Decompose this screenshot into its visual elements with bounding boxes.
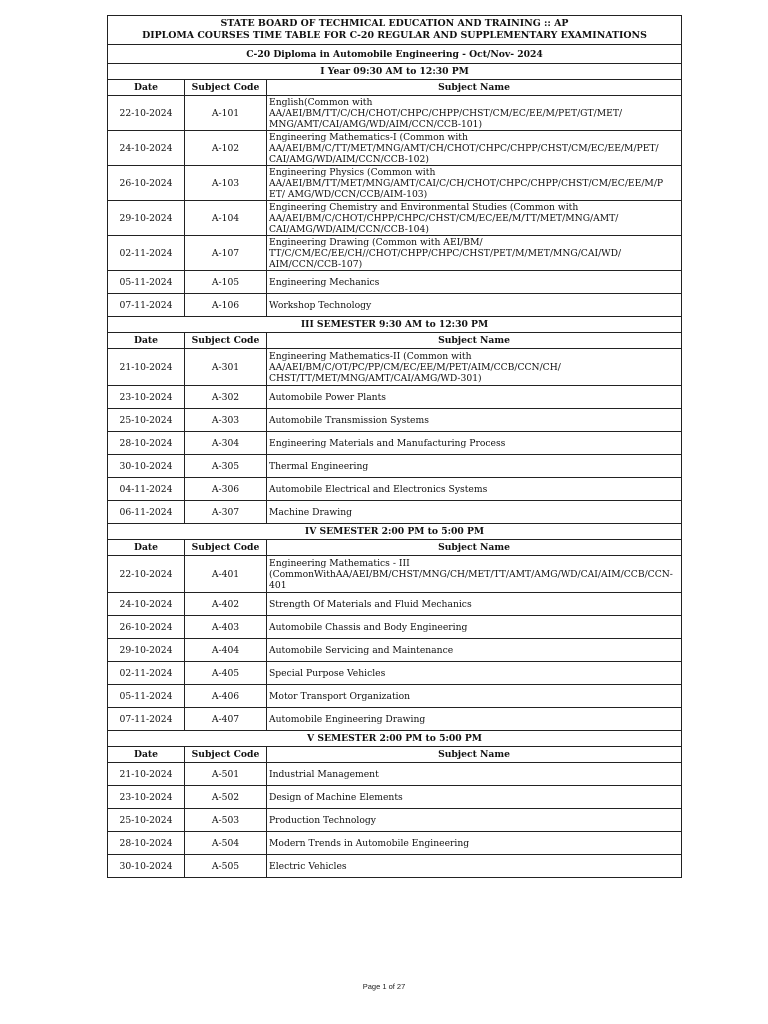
exam-date: 30-10-2024 (108, 855, 185, 878)
table-row (108, 478, 682, 501)
table-row (108, 386, 682, 409)
subject-code: A-504 (185, 832, 267, 855)
exam-date: 26-10-2024 (108, 166, 185, 201)
table-row (108, 855, 682, 878)
table-row (108, 556, 682, 593)
column-header-row (108, 333, 682, 349)
subject-name: Engineering Materials and Manufacturing Process (267, 432, 682, 455)
section-title-row (108, 731, 682, 747)
table-row (108, 501, 682, 524)
column-header-code: Subject Code (185, 80, 267, 96)
subject-code: A-303 (185, 409, 267, 432)
column-header-date: Date (108, 540, 185, 556)
subject-name: Machine Drawing (267, 501, 682, 524)
section-title: I Year 09:30 AM to 12:30 PM (108, 64, 682, 80)
table-row (108, 832, 682, 855)
subject-code: A-503 (185, 809, 267, 832)
subject-name: Design of Machine Elements (267, 786, 682, 809)
subject-code: A-101 (185, 96, 267, 131)
subject-code: A-302 (185, 386, 267, 409)
section-title-row (108, 317, 682, 333)
table-row (108, 616, 682, 639)
column-header-code: Subject Code (185, 747, 267, 763)
subject-name: Engineering Mechanics (267, 271, 682, 294)
subject-code: A-403 (185, 616, 267, 639)
table-row (108, 763, 682, 786)
exam-date: 29-10-2024 (108, 201, 185, 236)
table-row (108, 236, 682, 271)
column-header-date: Date (108, 747, 185, 763)
exam-date: 23-10-2024 (108, 786, 185, 809)
exam-date: 06-11-2024 (108, 501, 185, 524)
subject-name: English(Common with AA/AEI/BM/TT/C/CH/CHOT/CHPC/CHPP/CHST/CM/EC/EE/M/PET/GT/MET/ MNG/AMT/CAI/AMG/WD/AIM/CCN/CCB-101) (267, 96, 682, 131)
course-title: C-20 Diploma in Automobile Engineering - Oct/Nov- 2024 (108, 45, 682, 64)
subject-name: Industrial Management (267, 763, 682, 786)
table-row (108, 166, 682, 201)
subject-code: A-501 (185, 763, 267, 786)
subject-code: A-102 (185, 131, 267, 166)
subject-name: Automobile Servicing and Maintenance (267, 639, 682, 662)
column-header-date: Date (108, 333, 185, 349)
table-row (108, 685, 682, 708)
table-row (108, 201, 682, 236)
exam-date: 25-10-2024 (108, 809, 185, 832)
subject-name: Modern Trends in Automobile Engineering (267, 832, 682, 855)
subject-name: Motor Transport Organization (267, 685, 682, 708)
column-header-name: Subject Name (267, 80, 682, 96)
subject-code: A-406 (185, 685, 267, 708)
subject-name: Production Technology (267, 809, 682, 832)
table-row (108, 455, 682, 478)
column-header-code: Subject Code (185, 540, 267, 556)
exam-date: 28-10-2024 (108, 832, 185, 855)
subject-code: A-306 (185, 478, 267, 501)
exam-date: 23-10-2024 (108, 386, 185, 409)
exam-date: 25-10-2024 (108, 409, 185, 432)
subject-name: Engineering Chemistry and Environmental Studies (Common with AA/AEI/BM/C/CHOT/CHPP/CHPC/CHST/CM/EC/EE/M/TT/MET/MNG/AMT/ CAI/AMG/WD/AIM/CCN/CCB-104) (267, 201, 682, 236)
exam-date: 28-10-2024 (108, 432, 185, 455)
title-row (108, 16, 682, 45)
subject-name: Engineering Physics (Common with AA/AEI/BM/TT/MET/MNG/AMT/CAI/C/CH/CHOT/CHPC/CHPP/CHST/CM/EC/EE/M/P ET/ AMG/WD/CCN/CCB/AIM-103) (267, 166, 682, 201)
subject-code: A-405 (185, 662, 267, 685)
subject-name: Automobile Chassis and Body Engineering (267, 616, 682, 639)
table-row (108, 662, 682, 685)
subject-code: A-404 (185, 639, 267, 662)
exam-date: 24-10-2024 (108, 131, 185, 166)
table-row (108, 786, 682, 809)
subject-code: A-103 (185, 166, 267, 201)
table-row (108, 96, 682, 131)
subject-name: Thermal Engineering (267, 455, 682, 478)
subject-name: Engineering Mathematics-I (Common with AA/AEI/BM/C/TT/MET/MNG/AMT/CH/CHOT/CHPC/CHPP/CHST/CM/EC/EE/M/PET/ CAI/AMG/WD/AIM/CCN/CCB-102) (267, 131, 682, 166)
subject-code: A-402 (185, 593, 267, 616)
subject-name: Engineering Mathematics-II (Common with AA/AEI/BM/C/OT/PC/PP/CM/EC/EE/M/PET/AIM/CCB/CCN/CH/ CHST/TT/MET/MNG/AMT/CAI/AMG/WD-301) (267, 349, 682, 386)
exam-date: 02-11-2024 (108, 236, 185, 271)
document-title (108, 16, 682, 45)
subject-name: Strength Of Materials and Fluid Mechanics (267, 593, 682, 616)
subject-code: A-401 (185, 556, 267, 593)
column-header-name: Subject Name (267, 540, 682, 556)
column-header-date: Date (108, 80, 185, 96)
column-header-name: Subject Name (267, 747, 682, 763)
subject-name: Engineering Mathematics - III (CommonWithAA/AEI/BM/CHST/MNG/CH/MET/TT/AMT/AMG/WD/CAI/AIM/CCB/CCN- 401 (267, 556, 682, 593)
subject-name: Engineering Drawing (Common with AEI/BM/ TT/C/CM/EC/EE/CH//CHOT/CHPP/CHPC/CHST/PET/M/MET/MNG/CAI/WD/ AIM/CCN/CCB-107) (267, 236, 682, 271)
title-line-2: DIPLOMA COURSES TIME TABLE FOR C-20 REGULAR AND SUPPLEMENTARY EXAMINATIONS (142, 30, 647, 41)
subject-code: A-104 (185, 201, 267, 236)
column-header-row (108, 540, 682, 556)
column-header-row (108, 80, 682, 96)
column-header-row (108, 747, 682, 763)
subject-code: A-304 (185, 432, 267, 455)
subject-code: A-505 (185, 855, 267, 878)
subject-code: A-301 (185, 349, 267, 386)
subject-code: A-407 (185, 708, 267, 731)
course-row (108, 45, 682, 64)
subject-code: A-105 (185, 271, 267, 294)
exam-date: 29-10-2024 (108, 639, 185, 662)
exam-date: 26-10-2024 (108, 616, 185, 639)
column-header-name: Subject Name (267, 333, 682, 349)
timetable-sheet (107, 15, 681, 878)
exam-date: 22-10-2024 (108, 556, 185, 593)
exam-date: 02-11-2024 (108, 662, 185, 685)
exam-date: 07-11-2024 (108, 708, 185, 731)
subject-name: Automobile Transmission Systems (267, 409, 682, 432)
table-row (108, 593, 682, 616)
table-row (108, 271, 682, 294)
table-row (108, 131, 682, 166)
subject-name: Automobile Power Plants (267, 386, 682, 409)
exam-date: 05-11-2024 (108, 685, 185, 708)
subject-code: A-107 (185, 236, 267, 271)
subject-name: Workshop Technology (267, 294, 682, 317)
subject-name: Automobile Electrical and Electronics Systems (267, 478, 682, 501)
column-header-code: Subject Code (185, 333, 267, 349)
section-title: V SEMESTER 2:00 PM to 5:00 PM (108, 731, 682, 747)
title-line-1: STATE BOARD OF TECHMICAL EDUCATION AND TRAINING :: AP (220, 18, 569, 29)
table-row (108, 809, 682, 832)
table-row (108, 294, 682, 317)
section-title-row (108, 64, 682, 80)
timetable (107, 15, 682, 878)
exam-date: 04-11-2024 (108, 478, 185, 501)
subject-name: Electric Vehicles (267, 855, 682, 878)
table-row (108, 349, 682, 386)
exam-date: 07-11-2024 (108, 294, 185, 317)
table-row (108, 639, 682, 662)
subject-code: A-502 (185, 786, 267, 809)
exam-date: 22-10-2024 (108, 96, 185, 131)
subject-code: A-106 (185, 294, 267, 317)
table-row (108, 409, 682, 432)
section-title-row (108, 524, 682, 540)
subject-code: A-305 (185, 455, 267, 478)
exam-date: 21-10-2024 (108, 349, 185, 386)
exam-date: 24-10-2024 (108, 593, 185, 616)
subject-name: Special Purpose Vehicles (267, 662, 682, 685)
subject-code: A-307 (185, 501, 267, 524)
section-title: III SEMESTER 9:30 AM to 12:30 PM (108, 317, 682, 333)
section-title: IV SEMESTER 2:00 PM to 5:00 PM (108, 524, 682, 540)
exam-date: 30-10-2024 (108, 455, 185, 478)
exam-date: 21-10-2024 (108, 763, 185, 786)
table-row (108, 432, 682, 455)
exam-date: 05-11-2024 (108, 271, 185, 294)
page-number: Page 1 of 27 (362, 982, 406, 991)
subject-name: Automobile Engineering Drawing (267, 708, 682, 731)
table-row (108, 708, 682, 731)
